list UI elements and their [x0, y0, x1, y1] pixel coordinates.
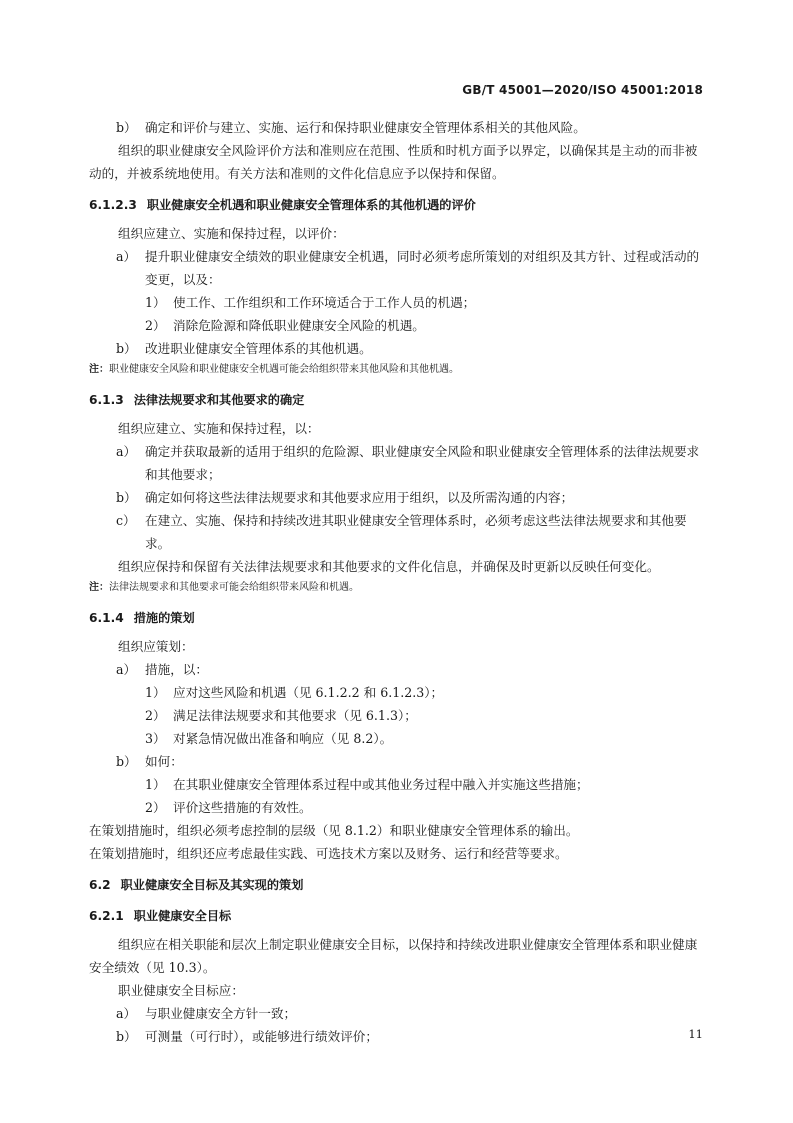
note-label: 注：: [89, 582, 109, 593]
sub-list-item: [89, 291, 703, 314]
list-marker: b）: [116, 120, 137, 135]
sub-list-item: [89, 314, 703, 337]
list-item-text: 满足法律法规要求和其他要求（见 6.1.3）；: [173, 708, 417, 723]
paragraph: 组织应建立、实施和保持过程，以：: [118, 421, 320, 436]
list-marker: b）: [116, 754, 137, 769]
list-item-text: 与职业健康安全方针一致；: [145, 1006, 297, 1021]
page-number: 11: [688, 1027, 703, 1041]
list-item-text: 确定如何将这些法律法规要求和其他要求应用于组织，以及所需沟通的内容；: [145, 490, 574, 505]
sub-list-item: [89, 681, 703, 704]
note: [89, 360, 703, 380]
list-item-text: 在建立、实施、保持和持续改进其职业健康安全管理体系时，必须考虑这些法律法规要求和其他要求。: [145, 513, 687, 551]
list-marker: a）: [116, 662, 137, 677]
list-item-text: 可测量（可行时），或能够进行绩效评价；: [145, 1029, 378, 1044]
section-heading: [89, 607, 703, 629]
section-title: 职业健康安全目标: [133, 909, 232, 923]
list-item-text: 使工作、工作组织和工作环境适合于工作人员的机遇；: [173, 295, 476, 310]
list-marker: 2）: [145, 318, 166, 333]
section-number: 6.1.2.3: [89, 198, 137, 212]
list-item-text: 应对这些风险和机遇（见 6.1.2.2 和 6.1.2.3）；: [173, 685, 444, 700]
list-marker: 1）: [145, 685, 166, 700]
section-title: 职业健康安全机遇和职业健康安全管理体系的其他机遇的评价: [146, 198, 476, 212]
note-label: 注：: [89, 364, 109, 375]
paragraph: 组织应策划：: [118, 639, 194, 654]
section-title: 法律法规要求和其他要求的确定: [133, 393, 305, 407]
list-marker: c）: [116, 513, 136, 528]
section-number: 6.1.3: [89, 393, 124, 407]
list-item: [89, 245, 703, 291]
list-marker: b）: [116, 1029, 137, 1044]
list-item-text: 在其职业健康安全管理体系过程中或其他业务过程中融入并实施这些措施；: [173, 777, 589, 792]
list-marker: 2）: [145, 708, 166, 723]
paragraph: 组织应建立、实施和保持过程，以评价：: [118, 226, 345, 241]
paragraph: 组织的职业健康安全风险评价方法和准则应在范围、性质和时机方面予以界定，以确保其是主动的而非被动的，并被系统地使用。有关方法和准则的文件化信息应予以保持和保留。: [89, 143, 698, 181]
list-item-text: 确定并获取最新的适用于组织的危险源、职业健康安全风险和职业健康安全管理体系的法律法规要求和其他要求；: [145, 444, 700, 482]
list-item-text: 改进职业健康安全管理体系的其他机遇。: [145, 341, 372, 356]
section-number: 6.2.1: [89, 909, 124, 923]
list-marker: 1）: [145, 777, 166, 792]
list-item: [89, 440, 703, 486]
section-heading: [89, 389, 703, 411]
list-item: [89, 116, 703, 139]
note-text: 法律法规要求和其他要求可能会给组织带来风险和机遇。: [109, 582, 359, 593]
section-heading: [89, 874, 703, 896]
list-item-text: 提升职业健康安全绩效的职业健康安全机遇，同时必须考虑所策划的对组织及其方针、过程或活动的变更，以及：: [145, 249, 700, 287]
list-item-text: 评价这些措施的有效性。: [173, 800, 312, 815]
list-item-text: 对紧急情况做出准备和响应（见 8.2）。: [173, 731, 393, 746]
list-marker: 2）: [145, 800, 166, 815]
paragraph: 职业健康安全目标应：: [118, 983, 244, 998]
list-item: [89, 1002, 703, 1025]
sub-list-item: [89, 704, 703, 727]
list-marker: b）: [116, 341, 137, 356]
section-heading: [89, 194, 703, 216]
list-marker: b）: [116, 490, 137, 505]
standard-code-header: GB/T 45001—2020/ISO 45001:2018: [462, 83, 703, 97]
section-number: 6.1.4: [89, 611, 124, 625]
sub-list-item: [89, 773, 703, 796]
list-item-text: 如何：: [145, 754, 183, 769]
list-item-text: 确定和评价与建立、实施、运行和保持职业健康安全管理体系相关的其他风险。: [145, 120, 586, 135]
list-marker: a）: [116, 1006, 137, 1021]
paragraph: 组织应保持和保留有关法律法规要求和其他要求的文件化信息，并确保及时更新以反映任何变化。: [118, 559, 660, 574]
paragraph: 在策划措施时，组织必须考虑控制的层级（见 8.1.2）和职业健康安全管理体系的输出。: [89, 823, 579, 838]
list-item: [89, 509, 703, 555]
list-marker: 1）: [145, 295, 166, 310]
list-item: [89, 658, 703, 681]
section-title: 措施的策划: [133, 611, 195, 625]
paragraph: 组织应在相关职能和层次上制定职业健康安全目标，以保持和持续改进职业健康安全管理体系和职业健康安全绩效（见 10.3）。: [89, 937, 698, 975]
section-heading: [89, 905, 703, 927]
list-item-text: 消除危险源和降低职业健康安全风险的机遇。: [173, 318, 425, 333]
list-marker: a）: [116, 444, 137, 459]
note: [89, 578, 703, 598]
list-item-text: 措施，以：: [145, 662, 208, 677]
list-item: [89, 750, 703, 773]
sub-list-item: [89, 727, 703, 750]
list-item: [89, 1025, 703, 1048]
paragraph: 在策划措施时，组织还应考虑最佳实践、可选技术方案以及财务、运行和经营等要求。: [89, 846, 568, 861]
sub-list-item: [89, 796, 703, 819]
list-marker: 3）: [145, 731, 166, 746]
section-title: 职业健康安全目标及其实现的策划: [120, 878, 304, 892]
list-item: [89, 337, 703, 360]
section-number: 6.2: [89, 878, 111, 892]
list-marker: a）: [116, 249, 137, 264]
note-text: 职业健康安全风险和职业健康安全机遇可能会给组织带来其他风险和其他机遇。: [109, 364, 459, 375]
document-body: [89, 116, 703, 1048]
list-item: [89, 486, 703, 509]
